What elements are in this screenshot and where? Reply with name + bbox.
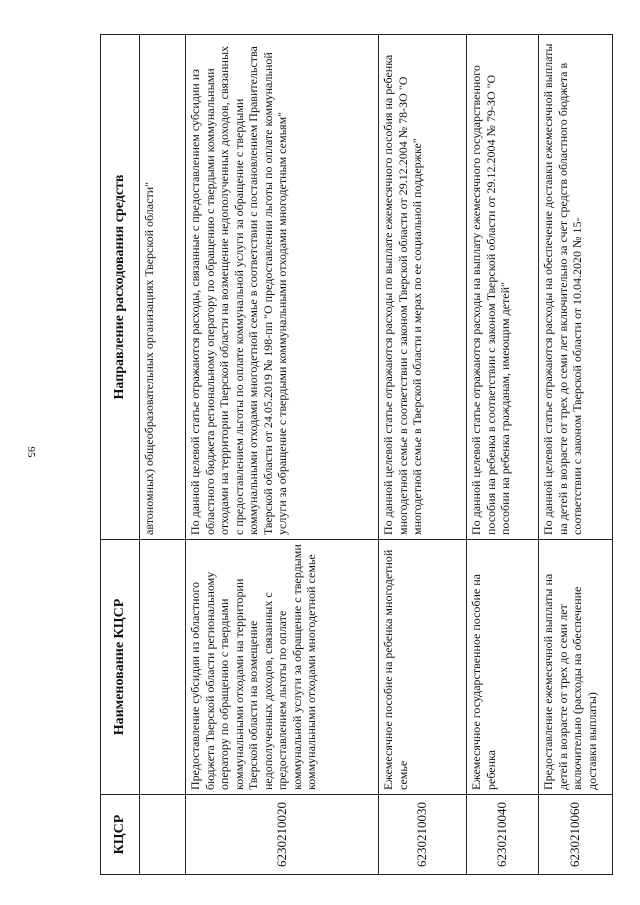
kcsr-table — [100, 34, 613, 875]
table-header-row — [101, 35, 140, 875]
header-kcsr: КЦСР — [101, 795, 140, 875]
kcsr-name: Предоставление субсидии из областного бюджета Тверской области региональному оператору по обращению с твердыми коммунальными отходами на территории Тверской области на возмещение недополученных доходов, связанных с предоставлением льготы по оплате коммунальной услуги за обращение с твердыми коммунальными отходами многодетной семье — [186, 540, 379, 795]
kcsr-description: По данной целевой статье отражаются расходы на выплату ежемесячного государственного пособия на ребенка в соответствии с законом Тверской области от 29.12.2004 № 79-ЗО "О пособии на ребенка гражданам, имеющим детей" — [467, 35, 539, 540]
rotated-page-content — [100, 35, 599, 875]
page-number: 95 — [25, 446, 37, 458]
header-direction: Направление расходования средств — [101, 35, 140, 540]
table-row — [379, 35, 467, 875]
kcsr-code — [140, 795, 186, 875]
kcsr-description: По данной целевой статье отражаются расходы по выплате ежемесячного пособия на ребенка многодетной семье в соответствии с законом Тверской области от 29.12.2004 № 78-ЗО "О многодетной семье в Тверской области и мерах по ее социальной поддержке" — [379, 35, 467, 540]
kcsr-description: автономных) общеобразовательных организациях Тверской области" — [140, 35, 186, 540]
table-row — [539, 35, 613, 875]
header-name: Наименование КЦСР — [101, 540, 140, 795]
kcsr-name: Предоставление ежемесячной выплаты на детей в возрасте от трех до семи лет включительно (расходы на обеспечение доставки выплаты) — [539, 540, 613, 795]
kcsr-name: Ежемесячное государственное пособие на ребенка — [467, 540, 539, 795]
kcsr-description: По данной целевой статье отражаются расходы на обеспечение доставки ежемесячной выплаты на детей в возрасте от трех до семи лет включительно за счет средств областного бюджета в соответствии с законом Тверской области от 10.04.2020 № 15- — [539, 35, 613, 540]
kcsr-code: 6230210020 — [186, 795, 379, 875]
table-row — [140, 35, 186, 875]
kcsr-description: По данной целевой статье отражаются расходы, связанные с предоставлением субсидии из областного бюджета региональному оператору по обращению с твердыми коммунальными отходами на территории Тверской области на возмещение недополученных доходов, связанных с предоставлением льготы по оплате коммунальной услуги за обращение с твердыми коммунальными отходами многодетной семье в соответствии с постановлением Правительства Тверской области от 24.05.2019 № 198-пп "О предоставлении льготы по оплате коммунальной услуги за обращение с твердыми коммунальными отходами многодетным семьям" — [186, 35, 379, 540]
kcsr-code: 6230210030 — [379, 795, 467, 875]
kcsr-code: 6230210040 — [467, 795, 539, 875]
table-row — [186, 35, 379, 875]
kcsr-name: Ежемесячное пособие на ребенка многодетной семье — [379, 540, 467, 795]
kcsr-code: 6230210060 — [539, 795, 613, 875]
kcsr-name — [140, 540, 186, 795]
table-row — [467, 35, 539, 875]
